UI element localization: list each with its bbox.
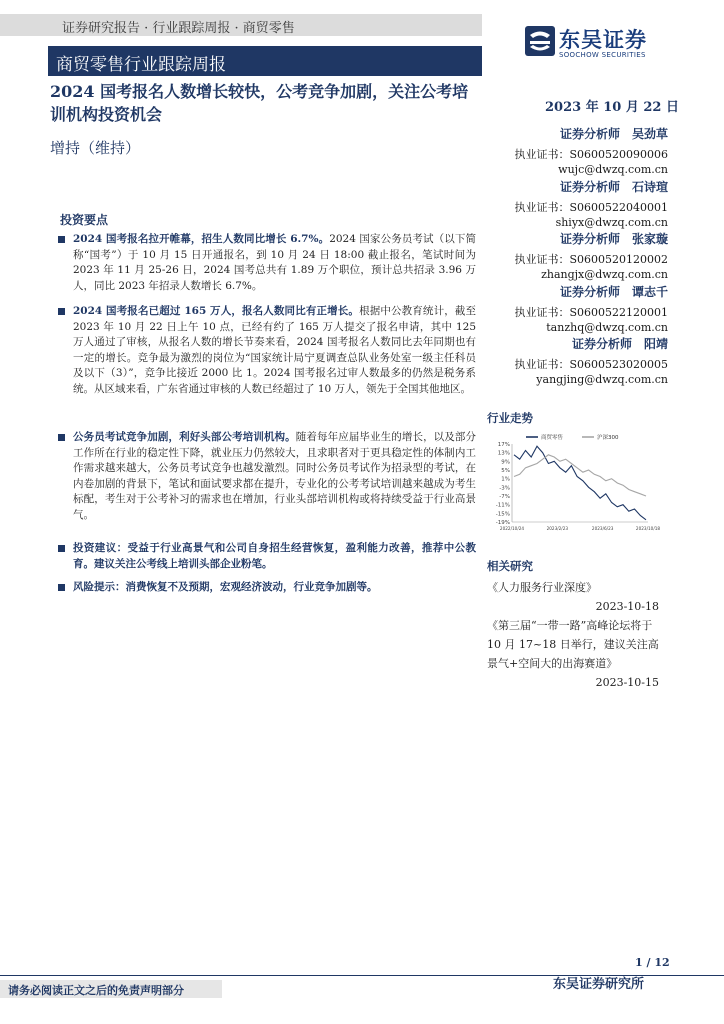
bullet-square-icon bbox=[58, 236, 65, 243]
soochow-logo-icon bbox=[525, 26, 555, 56]
x-tick-label: 2023/10/18 bbox=[635, 526, 661, 531]
analyst-email[interactable]: tanzhq@dwzq.com.cn bbox=[546, 320, 668, 334]
institute-name: 东吴证券研究所 bbox=[553, 977, 645, 992]
analyst-role: 证券分析师 石诗瑄 bbox=[559, 179, 668, 194]
category-line: 证券研究报告 · 行业跟踪周报 · 商贸零售 bbox=[62, 21, 295, 36]
bullet-square-icon bbox=[58, 584, 65, 591]
y-tick-label: 1% bbox=[501, 476, 510, 483]
y-tick-label: -11% bbox=[495, 502, 510, 509]
key-point-lead: 风险提示：消费恢复不及预期，宏观经济波动，行业竞争加剧等。 bbox=[73, 581, 378, 593]
logo-chinese-name: 东吴证券 bbox=[559, 28, 647, 52]
related-item-date: 2023-10-15 bbox=[595, 676, 659, 689]
bullet-square-icon bbox=[58, 308, 65, 315]
analyst-entry bbox=[500, 230, 668, 283]
y-tick-label: 13% bbox=[497, 450, 510, 457]
y-tick-label: 9% bbox=[501, 459, 510, 466]
key-point-text bbox=[73, 304, 476, 398]
analyst-role: 证券分析师 张家璇 bbox=[559, 232, 668, 246]
analyst-cert: 执业证书：S0600520120002 bbox=[514, 253, 668, 266]
page-number: 1 / 12 bbox=[635, 956, 670, 969]
disclaimer-band bbox=[0, 980, 222, 998]
report-title: 2024 国考报名人数增长较快，公考竞争加剧，关注公考培训机构投资机会 bbox=[50, 82, 469, 124]
key-point-body: 随着每年应届毕业生的增长，以及部分工作所在行业的稳定性下降，就业压力仍然较大，且求职者对于更具稳定性的体制内工作需求越来越大，公务员考试竞争也越发激烈。同时公务员考试作为招录型的考试，在内卷加剧的背景下，笔试和面试要求都在提升，专业化的公考考试培训越来越成为考生标配，考生对于公考补习的需求也在增加，行业头部培训机构或将持续受益于行业高景气。 bbox=[73, 431, 477, 521]
category-band bbox=[0, 14, 482, 36]
y-tick-label: 5% bbox=[501, 468, 510, 474]
trend-title: 行业走势 bbox=[487, 411, 533, 425]
key-point-text bbox=[73, 232, 476, 294]
analyst-cert: 执业证书：S0600522120001 bbox=[514, 305, 668, 319]
report-type-band bbox=[48, 46, 482, 76]
report-date: 2023 年 10 月 22 日 bbox=[545, 100, 679, 115]
related-title: 相关研究 bbox=[487, 559, 533, 573]
analyst-role: 证券分析师 阳靖 bbox=[571, 337, 668, 351]
logo-english-name: SOOCHOW SECURITIES bbox=[559, 51, 646, 59]
y-tick-label: -15% bbox=[495, 511, 510, 518]
y-tick-label: -19% bbox=[495, 520, 510, 526]
key-point-lead: 公务员考试竞争加剧，利好头部公考培训机构。 bbox=[73, 431, 296, 443]
analyst-role: 证券分析师 谭志千 bbox=[559, 284, 668, 299]
y-tick-label: 17% bbox=[497, 442, 510, 448]
bullet-square-icon bbox=[58, 434, 65, 441]
x-tick-label: 2022/10/24 bbox=[499, 526, 525, 531]
legend-label: 商贸零售 bbox=[541, 435, 564, 441]
industry-trend-chart bbox=[486, 430, 661, 536]
analyst-role: 证券分析师 吴劲草 bbox=[559, 127, 668, 141]
analyst-cert: 执业证书：S0600523020005 bbox=[514, 358, 668, 371]
related-item[interactable] bbox=[487, 616, 659, 692]
analyst-cert: 执业证书：S0600520090006 bbox=[514, 148, 668, 161]
analyst-email[interactable]: zhangjx@dwzq.com.cn bbox=[541, 268, 668, 281]
related-item-name: 《第三届“一带一路”高峰论坛将于 10 月 17~18 日举行，建议关注高景气+空间大的出海赛道》 bbox=[487, 619, 659, 670]
analyst-entry bbox=[500, 178, 668, 231]
x-tick-label: 2023/6/23 bbox=[591, 526, 614, 531]
key-point-body: 2024 国家公务员考试（以下简称“国考”）于 10 月 15 日开通报名，到 10 月 24 日 18:00 截止报名，笔试时间为 2023 年 11 月 25-26 日，2024 国考总共有 1.89 万个职位，预计总共招录 3.96 万人，同比 2023 年招录人数增长 6.7%。 bbox=[73, 233, 477, 292]
related-item-name: 《人力服务行业深度》 bbox=[487, 581, 597, 594]
analyst-email[interactable]: wujc@dwzq.com.cn bbox=[558, 163, 668, 176]
related-research-list bbox=[487, 578, 659, 692]
disclaimer-note: 请务必阅读正文之后的免责声明部分 bbox=[8, 984, 184, 997]
key-point-body: 根据中公教育统计，截至 2023 年 10 月 22 日上午 10 点，已经有约了 165 万人提交了报名申请，其中 125 万人通过了审核，从报名人数的增长节奏来看，2024 国考报名人数同比去年同期也有一定的增长。竞争最为激烈的岗位为“国家统计局宁夏调查总队业务处室一级主任科员及以下（3）”，竞争比接近 2000 比 1。2024 国考报名过审人数最多的仍然是税务系统。从区域来看，广东省通过审核的人数已经超过了 10 万人，领先于全国其他地区。 bbox=[73, 305, 477, 395]
analyst-email[interactable]: shiyx@dwzq.com.cn bbox=[555, 215, 668, 229]
key-point-lead: 2024 国考报名已超过 165 万人，报名人数同比有正增长。 bbox=[73, 305, 360, 317]
key-point-text bbox=[73, 580, 476, 596]
key-point-text bbox=[73, 541, 476, 572]
brand-logo bbox=[525, 24, 705, 64]
analyst-list bbox=[500, 125, 668, 388]
related-item-date: 2023-10-18 bbox=[595, 600, 659, 613]
analyst-entry bbox=[500, 335, 668, 388]
related-item[interactable] bbox=[487, 578, 659, 616]
y-tick-label: -3% bbox=[499, 485, 510, 492]
summary-label: 投资要点 bbox=[60, 213, 109, 227]
analyst-email[interactable]: yangjing@dwzq.com.cn bbox=[536, 373, 668, 386]
bullet-square-icon bbox=[58, 545, 65, 552]
series-line-csi300 bbox=[514, 455, 646, 496]
key-point-lead: 投资建议：受益于行业高景气和公司自身招生经营恢复，盈利能力改善，推荐中公教育。建议关注公考线上培训头部企业粉笔。 bbox=[73, 542, 476, 570]
series-line-retail bbox=[514, 446, 646, 520]
report-type: 商贸零售行业跟踪周报 bbox=[56, 55, 226, 75]
analyst-entry bbox=[500, 283, 668, 336]
legend-label: 沪深300 bbox=[597, 435, 619, 441]
y-tick-label: -7% bbox=[499, 494, 510, 500]
key-point-text bbox=[73, 430, 476, 524]
analyst-cert: 执业证书：S0600522040001 bbox=[514, 200, 668, 214]
rating: 增持（维持） bbox=[50, 139, 141, 157]
key-point-lead: 2024 国考报名拉开帷幕，招生人数同比增长 6.7%。 bbox=[73, 233, 330, 245]
x-tick-label: 2023/2/23 bbox=[546, 526, 569, 531]
analyst-entry bbox=[500, 125, 668, 178]
